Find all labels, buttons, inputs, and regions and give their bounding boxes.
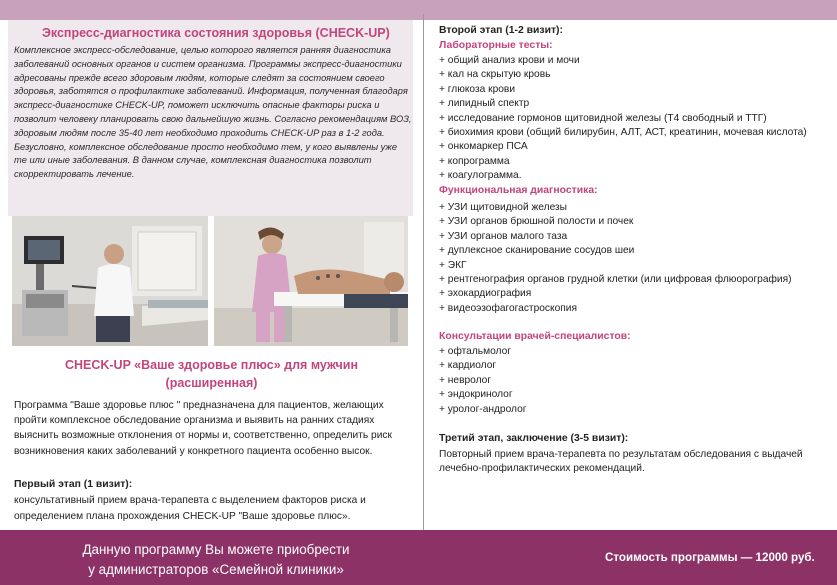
list-item: + УЗИ щитовидной железы <box>439 202 568 213</box>
main-title: Экспресс-диагностика состояния здоровья (CHECK-UP) <box>42 26 390 40</box>
consult-list <box>439 345 526 417</box>
list-item: + эндокринолог <box>439 389 513 401</box>
purchase-line1: Данную программу Вы можете приобрести <box>82 542 350 557</box>
stage1-heading: Первый этап (1 визит): <box>14 479 133 490</box>
program-price: Стоимость программы — 12000 руб. <box>605 551 815 564</box>
list-item: + кал на скрытую кровь <box>439 69 551 81</box>
list-item: + невролог <box>439 374 492 386</box>
list-item: + видеоэзофагогастроскопия <box>439 302 577 314</box>
list-item: + кардиолог <box>439 360 497 372</box>
consult-heading: Консультации врачей-специалистов: <box>439 331 631 342</box>
list-item: + коагулограмма. <box>439 170 522 182</box>
list-item: + общий анализ крови и мочи <box>439 55 580 66</box>
list-item: + офтальмолог <box>439 346 511 357</box>
stage3-text: Повторный прием врача-терапевта по результатам обследования с выдачей лечебно-профилактических рекомендаций. <box>439 449 803 475</box>
program-subtitle: (расширенная) <box>165 376 258 390</box>
photo-ultrasound-exam <box>12 216 208 346</box>
program-title: CHECK-UP «Ваше здоровье плюс» для мужчин <box>64 358 359 372</box>
functional-heading: Функциональная диагностика: <box>439 185 598 196</box>
list-item: + рентгенография органов грудной клетки (или цифровая флюорография) <box>439 274 792 286</box>
list-item: + ЭКГ <box>439 259 467 271</box>
list-item: + УЗИ органов малого таза <box>439 230 568 242</box>
list-item: + уролог-андролог <box>439 403 527 415</box>
stage2-heading: Второй этап (1-2 визит): <box>439 25 563 36</box>
lab-tests-list <box>439 54 807 184</box>
lab-tests-heading: Лабораторные тесты: <box>439 40 553 51</box>
intro-text: Комплексное экспресс-обследование, целью которого является ранняя диагностика заболеваний основных органов и систем организма. Программы экспресс-диагностики адресованы прежде всего здоровым людям, которые следят за состоянием своего здоровья, заботятся о профилактике заболеваний. Информация, полученная благодаря экспресс-диагностике CHECK-UP, поможет исключить опасные факторы риска и позволит человеку планировать свою дальнейшую жизнь. Согласно рекомендациям ВОЗ, здоровым людям после 35-40 лет необходимо проходить CHECK-UP раз в 1-2 года. Безусловно, комплексное обследование просто необходимо тем, у кого выявлены уже те или иные заболевания. В данном случае, комплексная диагностика позволит скорректировать лечение. <box>14 45 412 180</box>
list-item: + биохимия крови (общий билирубин, АЛТ, АСТ, креатинин, мочевая кислота) <box>439 127 807 139</box>
stage1-text: консультативный прием врача-терапевта с выделением факторов риска и определением плана прохождения CHECK-UP "Ваше здоровье плюс». <box>14 495 366 522</box>
list-item: + исследование гормонов щитовидной железы (Т4 свободный и ТТГ) <box>439 112 767 124</box>
list-item: + онкомаркер ПСА <box>439 141 528 153</box>
list-item: + УЗИ органов брюшной полости и почек <box>439 216 634 228</box>
list-item: + дуплексное сканирование сосудов шеи <box>439 245 635 257</box>
left-column <box>0 14 423 530</box>
functional-list <box>439 201 791 316</box>
footer-bar <box>0 530 837 585</box>
list-item: + копрограмма <box>439 155 510 167</box>
list-item: + липидный спектр <box>439 98 530 110</box>
list-item: + эхокардиография <box>439 288 532 300</box>
column-divider <box>423 14 424 530</box>
purchase-note <box>0 540 432 580</box>
purchase-line2: у администраторов «Семейной клиники» <box>88 562 344 577</box>
photo-patient-ecg <box>214 216 408 346</box>
list-item: + глюкоза крови <box>439 83 516 95</box>
program-description: Программа "Ваше здоровье плюс " предназначена для пациентов, желающих пройти комплексное обследование организма и выявить на ранних стадиях выяснить возможные отклонения от нормы и, соответственно, определить риск возникновения каких заболеваний у конкретного пациента особенно высок. <box>14 400 392 457</box>
stage3-heading: Третий этап, заключение (3-5 визит): <box>439 433 629 444</box>
